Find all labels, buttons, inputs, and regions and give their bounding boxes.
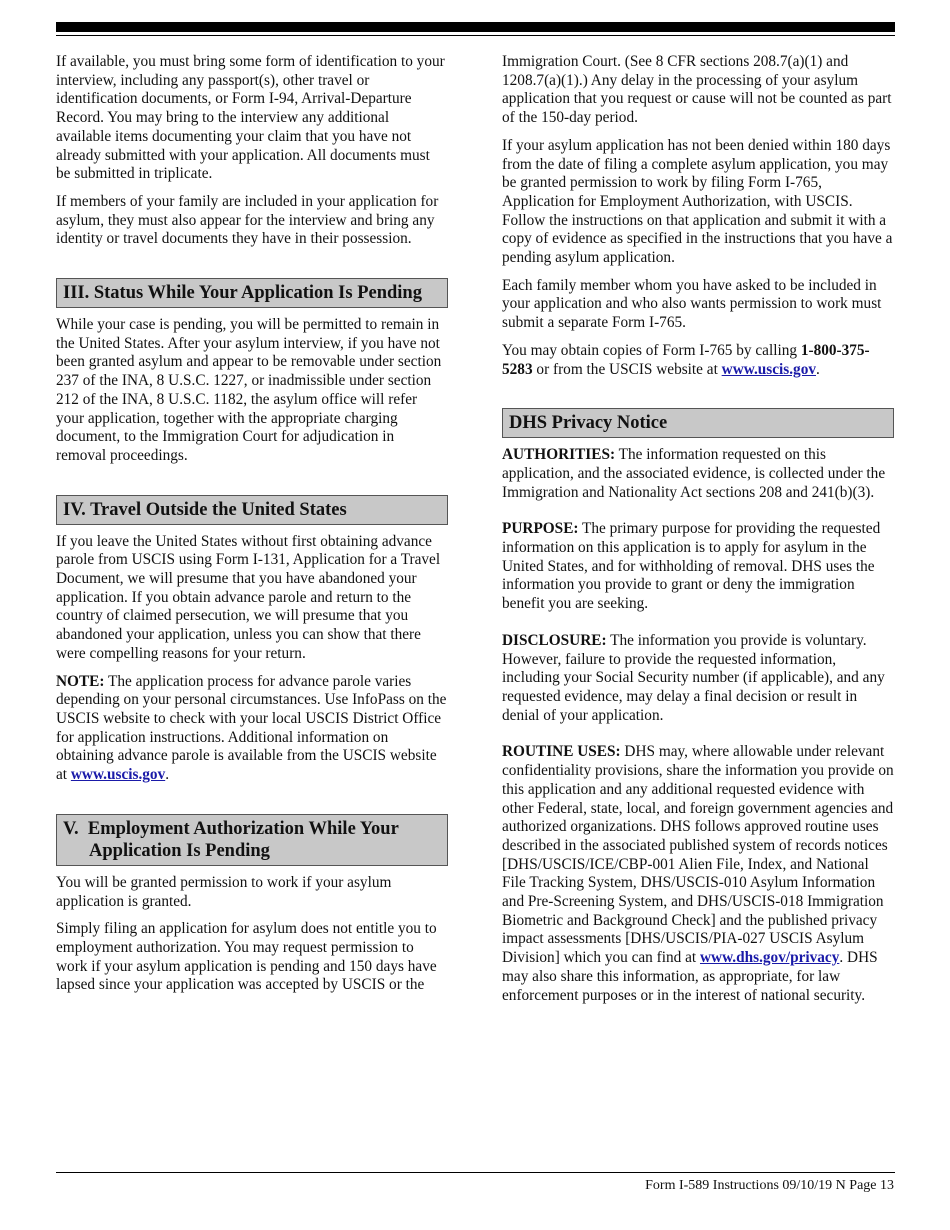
top-rule bbox=[56, 22, 895, 32]
paragraph: If members of your family are included in your application for asylum, they must also appear for the interview and bring any identity or travel documents they have in their possession. bbox=[56, 192, 439, 248]
note-label: NOTE: bbox=[56, 672, 105, 690]
section-heading-employment bbox=[56, 814, 448, 866]
left-column bbox=[56, 53, 448, 1004]
section-heading-status: III. Status While Your Application Is Pending bbox=[56, 278, 448, 308]
routine-uses-paragraph: ROUTINE USES: DHS may, where allowable under relevant confidentiality provisions, share the information you provide on this application and any additional requested evidence with other Federal, state, local, and foreign government agencies and authorized organizations. DHS follows approved routine uses described in the associated published system of records notices [DHS/USCIS/ICE/CBP-001 Alien File, Index, and National File Tracking System, DHS/USCIS-010 Asylum Information and Pre-Screening System, and DHS/USCIS-018 Immigration Biometric and Background Check] and the published privacy impact assessments [DHS/USCIS/PIA-027 USCIS Asylum Division] which you can find at www.dhs.gov/privacy. DHS may also share this information, as appropriate, for law enforcement purposes or in the interest of national security. bbox=[502, 743, 894, 1004]
paragraph: You will be granted permission to work if your asylum application is granted. bbox=[56, 873, 392, 910]
section-heading-privacy: DHS Privacy Notice bbox=[502, 408, 894, 438]
uscis-link[interactable]: www.uscis.gov bbox=[70, 766, 166, 784]
paragraph: Each family member whom you have asked to be included in your application and who also wants permission to work must submit a separate Form I-765. bbox=[502, 276, 882, 332]
bottom-rule bbox=[56, 1172, 895, 1173]
right-column bbox=[502, 53, 894, 1014]
section-number: V. bbox=[63, 818, 79, 839]
section-title: Employment Authorization While Your Application Is Pending bbox=[87, 818, 399, 861]
uscis-link[interactable]: www.uscis.gov bbox=[721, 360, 816, 378]
note-text: The application process for advance parole varies depending on your personal circumstances. Use InfoPass on the USCIS website to check with your local USCIS District Office for application instructions. Additional information on obtaining advance parole is available from the USCIS website at bbox=[56, 672, 447, 784]
disclosure-paragraph: DISCLOSURE: The information you provide is voluntary. However, failure to provide the requested information, including your Social Security number (if applicable), and any requested evidence, may delay a final decision or result in denial of your application. bbox=[502, 631, 885, 724]
paragraph: If you leave the United States without first obtaining advance parole from USCIS using Form I-131, Application for a Travel Document, we will presume that you have abandoned your application. If you obtain advance parole and return to the country of claimed persecution, we will presume that you abandoned your application, unless you can show that there were compelling reasons for your return. bbox=[56, 532, 441, 662]
paragraph: If available, you must bring some form of identification to your interview, including any passport(s), other travel or identification documents, or Form I-94, Arrival-Departure Record. You may bring to the interview any additional available items documenting your claim that you have not already submitted with your application. All documents must be submitted in triplicate. bbox=[56, 53, 445, 183]
page-footer: Form I-589 Instructions 09/10/19 N Page 13 bbox=[645, 1178, 894, 1193]
phone-number: 1-800-375-5283 bbox=[502, 341, 870, 378]
purpose-paragraph: PURPOSE: The primary purpose for providing the requested information on this application is to apply for asylum in the United States, and for withholding of removal. DHS uses the information you provide to grant or deny the immigration benefit you are seeking. bbox=[502, 520, 881, 613]
top-rule-thin bbox=[56, 35, 895, 36]
paragraph: While your case is pending, you will be permitted to remain in the United States. After your asylum interview, if you have not been granted asylum and appear to be removable under section 237 of the INA, 8 U.S.C. 1227, or inadmissible under section 212 of the INA, 8 U.S.C. 1182, the asylum office will refer your application, together with the appropriate charging document, to the Immigration Court for adjudication in removal proceedings. bbox=[56, 316, 442, 464]
note-paragraph: NOTE: The application process for advance parole varies depending on your personal circumstances. Use InfoPass on the USCIS website to check with your local USCIS District Office for application instructions. Additional information on obtaining advance parole is available from the USCIS website at www.uscis.gov. bbox=[56, 672, 447, 784]
paragraph: Simply filing an application for asylum does not entitle you to employment authorization. You may request permission to work if your asylum application is pending and 150 days have lapsed since your application was accepted by USCIS or the bbox=[56, 920, 437, 994]
dhs-privacy-link[interactable]: www.dhs.gov/privacy bbox=[699, 949, 840, 967]
section-heading-travel: IV. Travel Outside the United States bbox=[56, 495, 448, 525]
authorities-paragraph: AUTHORITIES: The information requested on this application, and the associated evidence, is collected under the Immigration and Nationality Act sections 208 and 241(b)(3). bbox=[502, 446, 886, 501]
phone-paragraph: You may obtain copies of Form I-765 by calling 1-800-375-5283 or from the USCIS website at www.uscis.gov. bbox=[502, 341, 870, 378]
paragraph: If your asylum application has not been denied within 180 days from the date of filing a complete asylum application, you may be granted permission to work by filing Form I-765, Application for Employment Authorization, with USCIS. Follow the instructions on that application and submit it with a copy of evidence as specified in the instructions that you have a pending asylum application. bbox=[502, 136, 893, 267]
paragraph: Immigration Court. (See 8 CFR sections 208.7(a)(1) and 1208.7(a)(1).) Any delay in the processing of your asylum application that you request or cause will not be counted as part of the 150-day period. bbox=[502, 53, 892, 127]
